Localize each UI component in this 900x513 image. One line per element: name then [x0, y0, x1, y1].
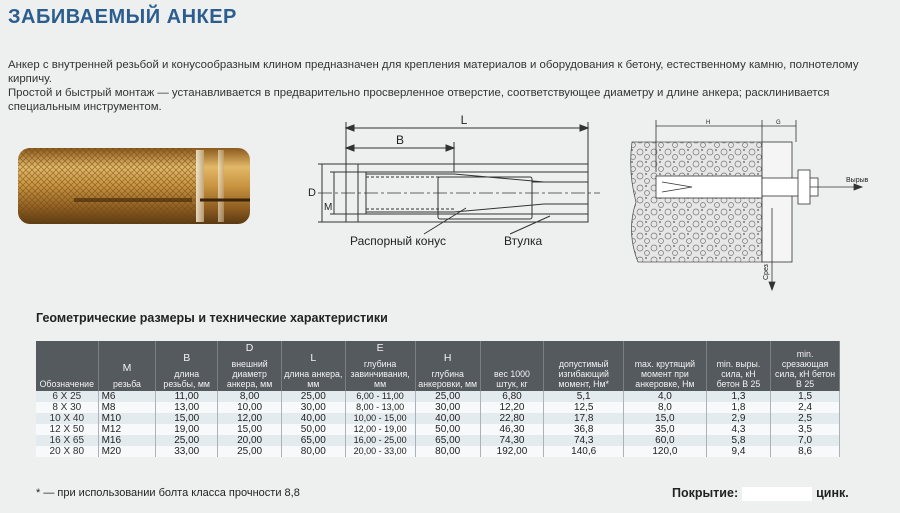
sleeve-label: Втулка — [504, 234, 543, 248]
table-cell: 30,00 — [282, 402, 345, 413]
table-cell: 192,00 — [480, 446, 544, 457]
header-cell: M резьба — [98, 341, 156, 391]
table-cell: 2,9 — [706, 413, 770, 424]
header-cell: H глубина анкеровки, мм — [415, 341, 480, 391]
table-cell: 65,00 — [282, 435, 345, 446]
table-cell: M6 — [98, 391, 156, 402]
table-cell: 12,00 — [218, 413, 282, 424]
table-cell: 46,30 — [480, 424, 544, 435]
table-cell: 25,00 — [282, 391, 345, 402]
table-cell: 6,00 - 11,00 — [345, 391, 415, 402]
table-cell: 25,00 — [156, 435, 218, 446]
table-cell: 1,8 — [706, 402, 770, 413]
table-cell: 12,20 — [480, 402, 544, 413]
table-cell: 8 X 30 — [36, 402, 98, 413]
cone-label: Распорный конус — [350, 234, 446, 248]
dim-label-d: D — [308, 187, 316, 199]
table-cell: 12,5 — [544, 402, 624, 413]
dim-label-m: M — [324, 202, 333, 213]
table-cell: M12 — [98, 424, 156, 435]
header-cell: вес 1000 штук, кг — [480, 341, 544, 391]
table-title: Геометрические размеры и технические характеристики — [36, 311, 388, 325]
table-cell: 74,3 — [544, 435, 624, 446]
table-cell: 7,0 — [771, 435, 840, 446]
header-cell: B длина резьбы, мм — [156, 341, 218, 391]
table-cell: 35,0 — [624, 424, 707, 435]
table-cell: 11,00 — [156, 391, 218, 402]
table-cell: 16 X 65 — [36, 435, 98, 446]
table-row — [36, 435, 840, 446]
table-cell: 65,00 — [415, 435, 480, 446]
table-row — [36, 413, 840, 424]
specs-table — [36, 341, 840, 457]
header-cell: min. срезающая сила, кН бетон В 25 — [771, 341, 840, 391]
table-cell: 74,30 — [480, 435, 544, 446]
table-cell: 80,00 — [282, 446, 345, 457]
table-cell: 6,80 — [480, 391, 544, 402]
table-cell: 4,0 — [624, 391, 707, 402]
table-cell: 3,5 — [771, 424, 840, 435]
table-cell: 8,6 — [771, 446, 840, 457]
table-row — [36, 391, 840, 402]
table-cell: 15,00 — [218, 424, 282, 435]
table-cell: M20 — [98, 446, 156, 457]
install-label-g: G — [776, 120, 781, 126]
coating-value: цинк. — [816, 486, 849, 500]
header-cell: допустимый изгибающий момент, Нм* — [544, 341, 624, 391]
table-cell: M8 — [98, 402, 156, 413]
table-cell: 30,00 — [415, 402, 480, 413]
page-title: ЗАБИВАЕМЫЙ АНКЕР — [8, 6, 237, 28]
dim-label-l: L — [460, 113, 468, 127]
header-cell: min. выры. сила, кН бетон В 25 — [706, 341, 770, 391]
table-cell: 1,3 — [706, 391, 770, 402]
description — [8, 58, 888, 114]
shear-label: Срез — [763, 264, 770, 280]
table-row — [36, 446, 840, 457]
table-cell: 25,00 — [415, 391, 480, 402]
table-cell: 80,00 — [415, 446, 480, 457]
table-cell: 5,1 — [544, 391, 624, 402]
table-cell: 15,00 — [156, 413, 218, 424]
table-cell: M16 — [98, 435, 156, 446]
table-cell: 10,00 — [218, 402, 282, 413]
table-cell: M10 — [98, 413, 156, 424]
table-header-row — [36, 341, 840, 391]
table-cell: 140,6 — [544, 446, 624, 457]
header-cell: Обозначение — [36, 341, 98, 391]
table-cell: 36,8 — [544, 424, 624, 435]
table-cell: 40,00 — [415, 413, 480, 424]
coating-blank — [742, 487, 812, 501]
table-cell: 25,00 — [218, 446, 282, 457]
table-cell: 12,00 - 19,00 — [345, 424, 415, 435]
coating-label: Покрытие: — [672, 486, 739, 500]
table-cell: 50,00 — [415, 424, 480, 435]
header-cell: L длина анкера, мм — [282, 341, 345, 391]
dim-label-b: B — [395, 133, 405, 147]
table-cell: 9,4 — [706, 446, 770, 457]
footnote: * — при использовании болта класса прочности 8,8 — [36, 487, 300, 499]
table-cell: 2,5 — [771, 413, 840, 424]
table-cell: 50,00 — [282, 424, 345, 435]
description-line-2: Простой и быстрый монтаж — устанавливается в предварительно просверленное отверстие, соответствующее диаметру и длине анкера; расклинивается специальным инструментом. — [8, 87, 830, 113]
table-cell: 8,00 — [218, 391, 282, 402]
table-cell: 120,0 — [624, 446, 707, 457]
table-cell: 8,0 — [624, 402, 707, 413]
coating — [672, 486, 849, 501]
table-row — [36, 424, 840, 435]
table-cell: 4,3 — [706, 424, 770, 435]
table-cell: 6 X 25 — [36, 391, 98, 402]
anchor-drawing — [296, 112, 618, 262]
table-cell: 2,4 — [771, 402, 840, 413]
table-cell: 5,8 — [706, 435, 770, 446]
table-cell: 33,00 — [156, 446, 218, 457]
header-cell: max. крутящий момент при анкеровке, Нм — [624, 341, 707, 391]
header-cell: E глубина завинчивания, мм — [345, 341, 415, 391]
table-cell: 60,0 — [624, 435, 707, 446]
table-cell: 1,5 — [771, 391, 840, 402]
table-cell: 20,00 - 33,00 — [345, 446, 415, 457]
table-cell: 40,00 — [282, 413, 345, 424]
table-cell: 16,00 - 25,00 — [345, 435, 415, 446]
install-label-h: H — [706, 120, 711, 126]
table-cell: 8,00 - 13,00 — [345, 402, 415, 413]
table-cell: 19,00 — [156, 424, 218, 435]
header-cell: D внешний диаметр анкера, мм — [218, 341, 282, 391]
table-cell: 20,00 — [218, 435, 282, 446]
table-cell: 10 X 40 — [36, 413, 98, 424]
table-cell: 13,00 — [156, 402, 218, 413]
table-cell: 20 X 80 — [36, 446, 98, 457]
table-row — [36, 402, 840, 413]
table-cell: 10,00 - 15,00 — [345, 413, 415, 424]
description-line-1: Анкер с внутренней резьбой и конусообразным клином предназначен для крепления материалов и оборудования к бетону, естественному камню, полнотелому кирпичу. — [8, 59, 859, 85]
pull-label: Вырыв — [846, 177, 869, 184]
table-cell: 17,8 — [544, 413, 624, 424]
installation-diagram — [622, 112, 892, 312]
table-cell: 15,0 — [624, 413, 707, 424]
table-cell: 22,80 — [480, 413, 544, 424]
table-cell: 12 X 50 — [36, 424, 98, 435]
anchor-photo — [14, 140, 254, 232]
